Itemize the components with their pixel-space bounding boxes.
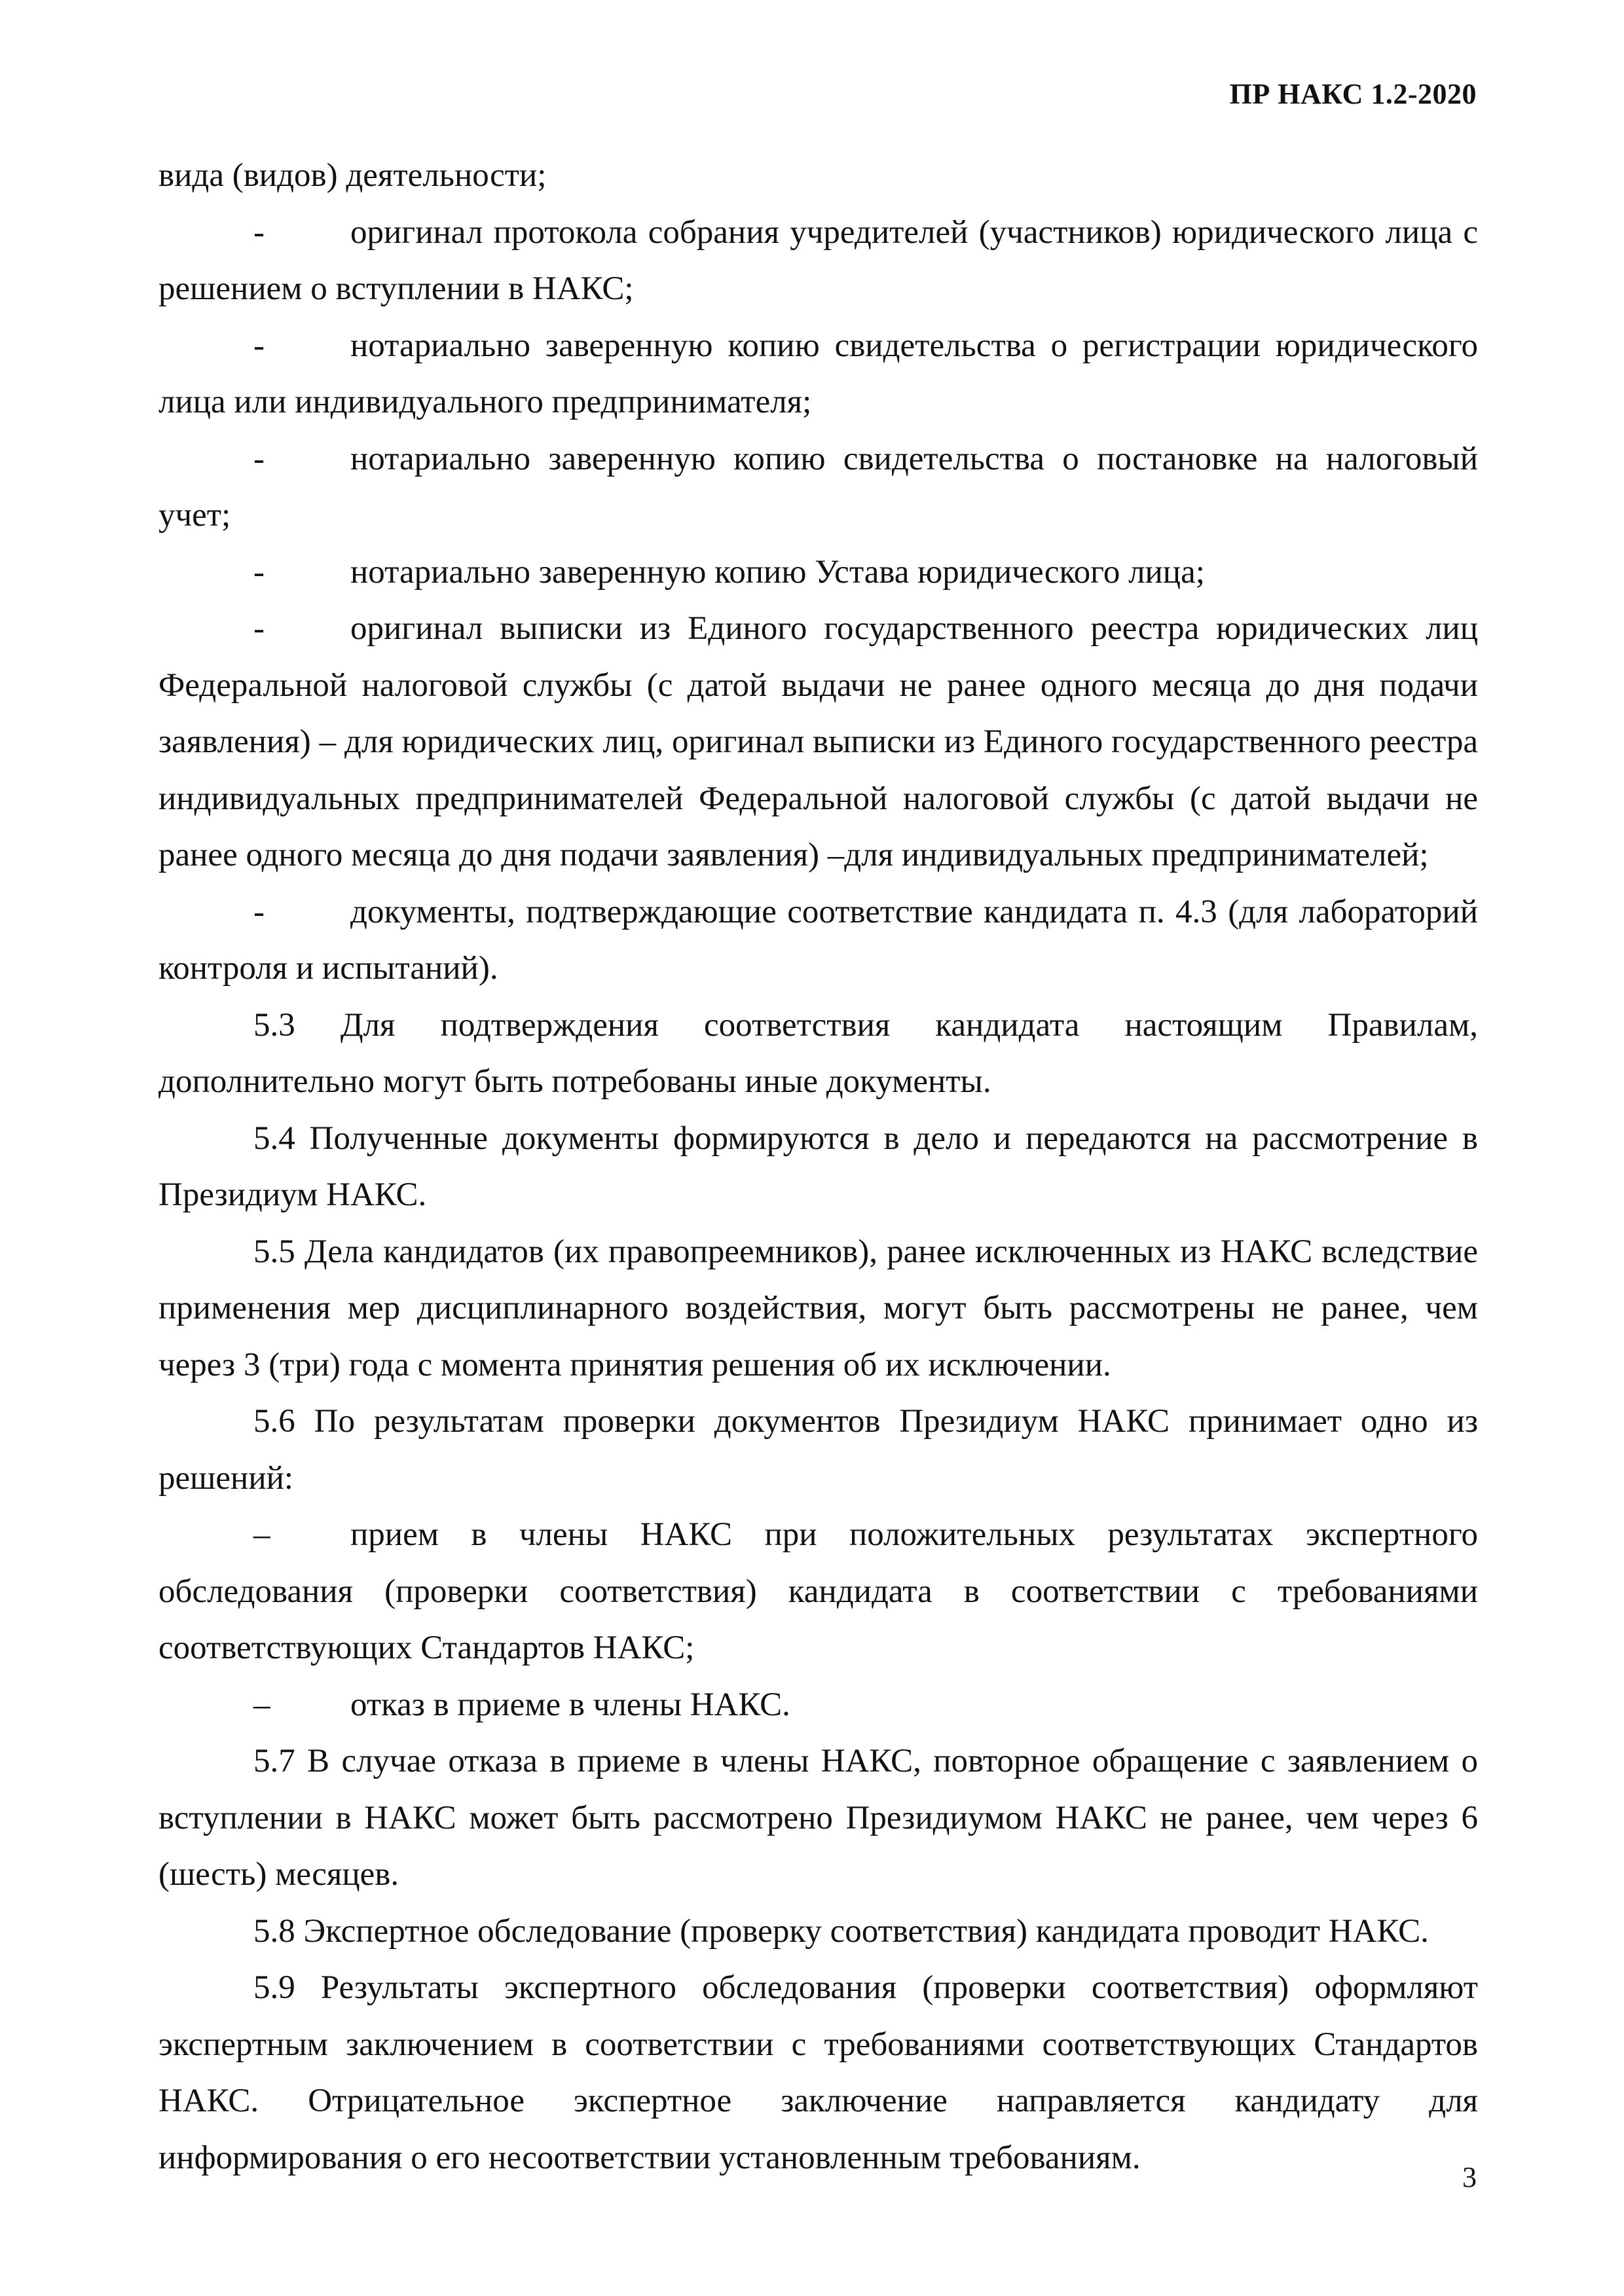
paragraph-5-5: 5.5 Дела кандидатов (их правопреемников), ранее исключенных из НАКС вследствие применения мер дисциплинарного воздействия, могут быть рассмотрены не ранее, чем через 3 (три) года с момента принятия решения об их исключении. [158, 1233, 1478, 1383]
paragraph-5-6: 5.6 По результатам проверки документов Президиум НАКС принимает одно из решений: [158, 1403, 1478, 1497]
list-marker: - [253, 893, 265, 930]
list-marker: - [253, 610, 265, 647]
page-number: 3 [1462, 2161, 1477, 2193]
list-marker: - [253, 440, 265, 477]
list-marker: - [253, 553, 265, 591]
list-item-text: оригинал выписки из Единого государственного реестра юридических лиц Федеральной налоговой службы (с датой выдачи не ранее одного месяца до дня подачи заявления) – для юридических лиц, оригинал выписки из Единого государственного реестра индивидуальных предпринимателей Федеральной налоговой службы (с датой выдачи не ранее одного месяца до дня подачи заявления) –для индивидуальных предпринимателей; [158, 610, 1478, 873]
list-marker: - [253, 327, 265, 364]
list-item-text: нотариально заверенную копию свидетельства о постановке на налоговый учет; [158, 440, 1478, 534]
list-marker: – [253, 1686, 270, 1723]
list-item [158, 431, 1478, 544]
document-body [158, 147, 1478, 2186]
list-marker: - [253, 213, 265, 251]
list-item-text: документы, подтверждающие соответствие кандидата п. 4.3 (для лабораторий контроля и испытаний). [158, 893, 1478, 987]
list-item-text: оригинал протокола собрания учредителей (участников) юридического лица с решением о вступлении в НАКС; [158, 213, 1478, 307]
paragraph-intro: вида (видов) деятельности; [158, 157, 547, 194]
list-item [158, 204, 1478, 318]
paragraph-5-4: 5.4 Полученные документы формируются в дело и передаются на рассмотрение в Президиум НАКС. [158, 1120, 1478, 1213]
list-item [158, 884, 1478, 997]
list-item [158, 1677, 1478, 1734]
list-marker: – [253, 1516, 270, 1553]
paragraph-5-7: 5.7 В случае отказа в приеме в члены НАКС, повторное обращение с заявлением о вступлении в НАКС может быть рассмотрено Президиумом НАКС не ранее, чем через 6 (шесть) месяцев. [158, 1743, 1478, 1893]
paragraph-5-9: 5.9 Результаты экспертного обследования (проверки соответствия) оформляют экспертным заключением в соответствии с требованиями соответствующих Стандартов НАКС. Отрицательное экспертное заключение направляется кандидату для информирования о его несоответствии установленным требованиям. [158, 1969, 1478, 2176]
list-item [158, 544, 1478, 601]
list-item [158, 1506, 1478, 1677]
paragraph-5-3: 5.3 Для подтверждения соответствия кандидата настоящим Правилам, дополнительно могут быть потребованы иные документы. [158, 1006, 1478, 1100]
list-item [158, 318, 1478, 431]
list-item-text: прием в члены НАКС при положительных результатах экспертного обследования (проверки соответствия) кандидата в соответствии с требованиями соответствующих Стандартов НАКС; [158, 1516, 1478, 1666]
list-item-text: нотариально заверенную копию свидетельства о регистрации юридического лица или индивидуального предпринимателя; [158, 327, 1478, 420]
document-code: ПР НАКС 1.2-2020 [1229, 78, 1477, 110]
list-item-text: нотариально заверенную копию Устава юридического лица; [350, 553, 1205, 591]
list-item [158, 600, 1478, 884]
list-item-text: отказ в приеме в члены НАКС. [350, 1686, 790, 1723]
paragraph-5-8: 5.8 Экспертное обследование (проверку соответствия) кандидата проводит НАКС. [253, 1912, 1429, 1950]
